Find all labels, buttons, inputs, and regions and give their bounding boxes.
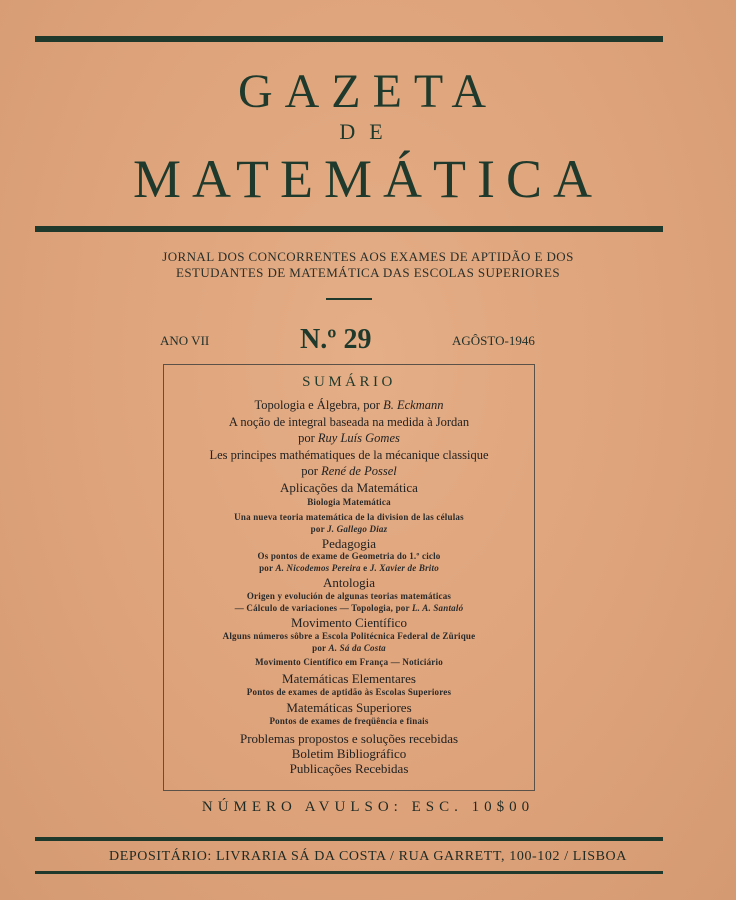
masthead-matematica: MATEMÁTICA [133,149,603,209]
toc-by: por [310,524,328,534]
toc-subentry: Alguns números sôbre a Escola Politécnica Federal de Zürique [222,631,476,641]
masthead-gazeta: GAZETA [237,65,499,118]
bottom-rule-2 [35,871,663,874]
toc-subentry: Os pontos de exame de Geometria do 1.º ciclo [257,551,441,561]
bottom-rule [35,837,663,841]
toc-section: Matemáticas Elementares [282,671,416,686]
toc-author: A. Nicodemos Pereira [275,563,361,573]
toc-subentry: Pontos de exames de freqüência e finais [269,716,429,726]
toc-entry [163,431,535,446]
toc-section: Movimento Científico [291,615,407,630]
issue-info [0,324,736,358]
toc-author: L. A. Santaló [411,603,464,613]
toc-subentry [163,603,535,613]
toc-author: J. Gallego Diaz [327,524,388,534]
toc-subentry: Una nueva teoria matemática de la division de las células [234,512,464,522]
toc-entry: A noção de integral baseada na medida à Jordan [228,415,470,429]
toc-section: Matemáticas Superiores [286,700,412,715]
short-divider [326,298,372,300]
issue-date: AGÔSTO-1946 [452,333,535,348]
top-rule [35,36,663,42]
toc-section: Boletim Bibliográfico [291,746,407,761]
toc-entry: Les principes mathématiques de la mécanique classique [209,448,489,462]
toc-section: Antologia [323,575,375,590]
toc-author: Ruy Luís Gomes [317,431,400,445]
toc-author: René de Possel [321,464,397,478]
toc-title: — Cálculo de variaciones — Topologia, por [234,603,412,613]
price-line: NÚMERO AVULSO: ESC. 10$00 [201,799,535,815]
toc-subentry: Movimento Científico em França — Noticiário [255,657,443,667]
toc-entry [163,464,535,479]
toc-section: Aplicações da Matemática [280,480,418,495]
toc-subentry [163,563,535,573]
toc-section: Pedagogia [321,536,377,551]
summary-heading: SUMÁRIO [302,374,396,390]
toc-by: por [301,464,322,478]
toc-and: e [360,563,370,573]
issue-year: ANO VII [160,333,210,348]
toc-by: por [298,431,318,445]
depositary-line: DEPOSITÁRIO: LIVRARIA SÁ DA COSTA / RUA GARRETT, 100-102 / LISBOA [109,849,627,864]
toc-by: por [259,563,276,573]
masthead-de: DE [339,119,397,144]
toc-author: B. Eckmann [383,398,444,412]
toc-subentry: Biologia Matemática [307,497,391,507]
toc-section: Publicações Recebidas [289,761,409,776]
toc-entry [163,398,535,413]
toc-author: J. Xavier de Brito [369,563,439,573]
toc-subentry [163,524,535,534]
toc-section: Problemas propostos e soluções recebidas [239,731,459,746]
subtitle-line-1: JORNAL DOS CONCORRENTES AOS EXAMES DE APTIDÃO E DOS [162,249,574,264]
toc-subentry: Pontos de exames de aptidão às Escolas Superiores [246,687,452,697]
issue-number: N.º 29 [300,324,372,355]
toc-subentry [163,643,535,653]
toc-title: Topologia e Álgebra, por [254,398,384,412]
subtitle-line-2: ESTUDANTES DE MATEMÁTICA DAS ESCOLAS SUPERIORES [176,265,560,280]
toc-author: A. Sá da Costa [328,643,386,653]
masthead-rule [35,226,663,232]
toc-subentry: Origen y evolución de algunas teorias matemáticas [246,591,452,601]
toc-by: por [312,643,329,653]
